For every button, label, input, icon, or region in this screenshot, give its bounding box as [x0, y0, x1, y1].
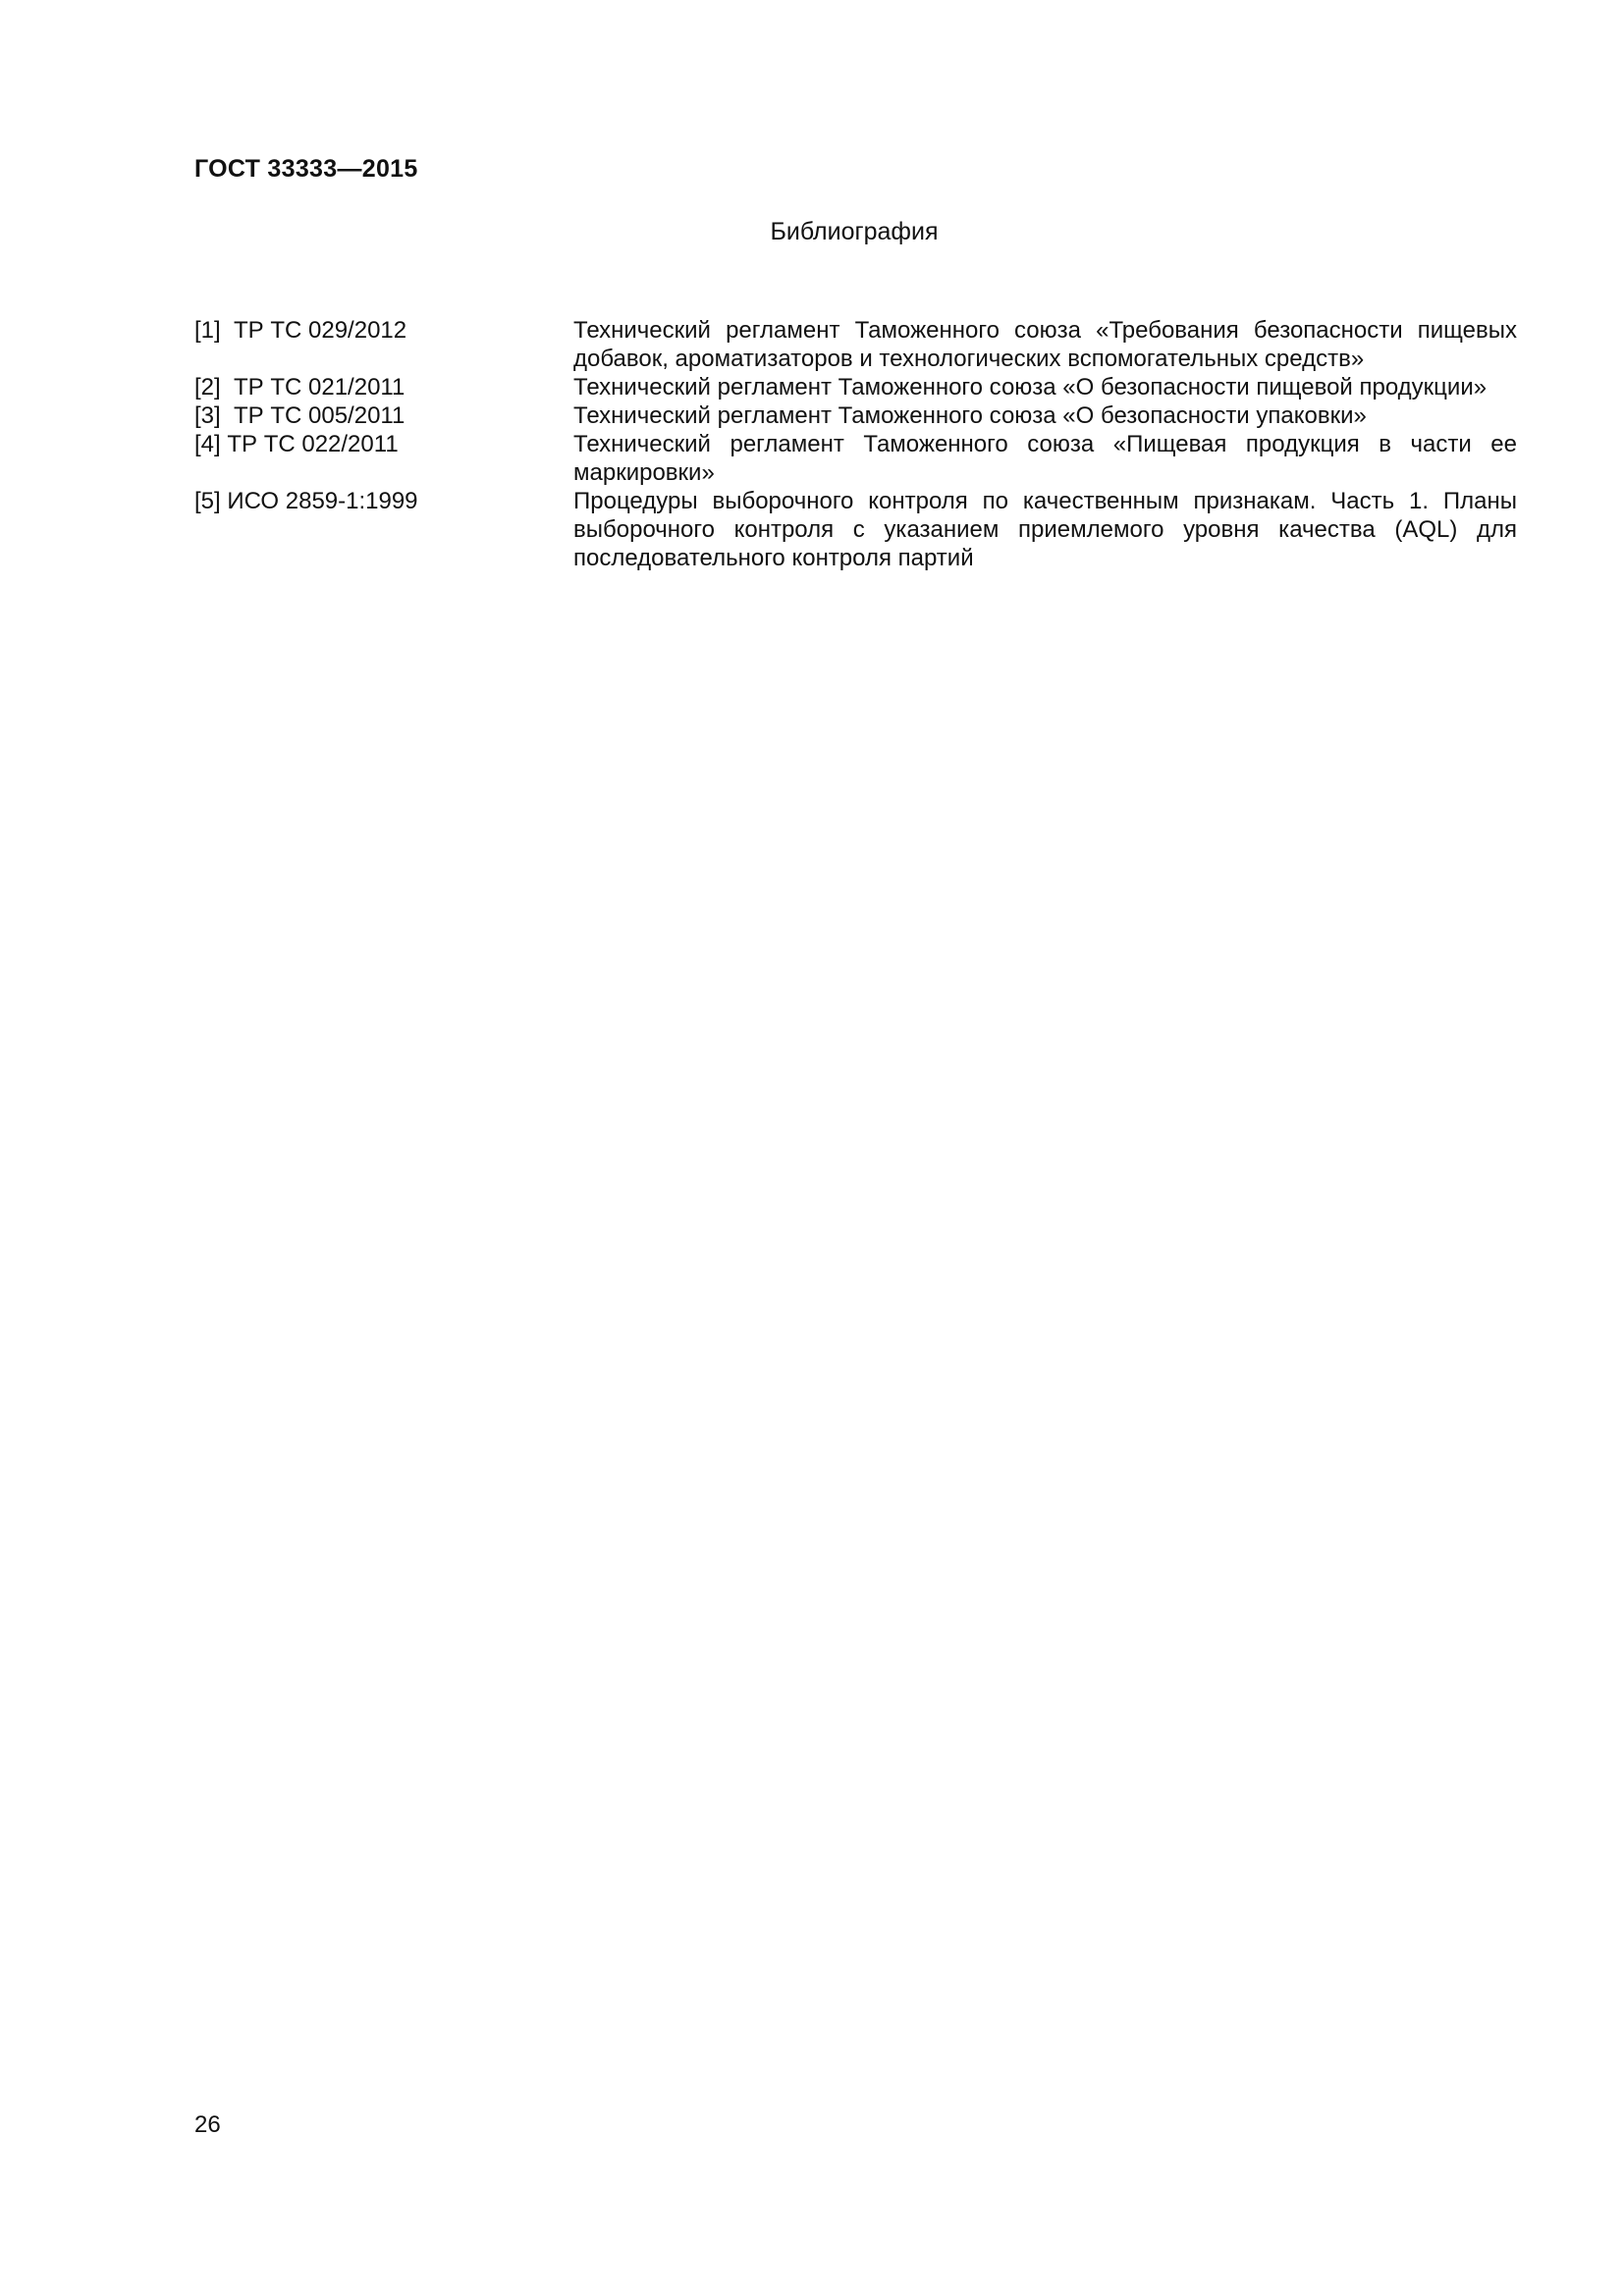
- bibliography-reference: [1] ТР ТС 029/2012: [194, 317, 407, 344]
- bibliography-reference: [5] ИСО 2859-1:1999: [194, 488, 418, 514]
- bibliography-entry: [194, 373, 1517, 401]
- bibliography-description: Технический регламент Таможенного союза «Требования безопасности пищевых добавок, ароматизаторов и технологических вспомогательных средств»: [573, 317, 1517, 372]
- bibliography-list: [194, 316, 1517, 572]
- section-title: Библиография: [770, 218, 939, 245]
- bibliography-entry: [194, 430, 1517, 487]
- bibliography-entry: [194, 316, 1517, 373]
- bibliography-reference: [3] ТР ТС 005/2011: [194, 402, 406, 429]
- bibliography-reference: [2] ТР ТС 021/2011: [194, 374, 406, 400]
- bibliography-entry: [194, 487, 1517, 572]
- bibliography-description: Процедуры выборочного контроля по качественным признакам. Часть 1. Планы выборочного контроля с указанием приемлемого уровня качества (AQL) для последовательного контроля партий: [573, 488, 1517, 571]
- bibliography-entry: [194, 401, 1517, 430]
- bibliography-description: Технический регламент Таможенного союза «Пищевая продукция в части ее маркировки»: [573, 431, 1517, 486]
- page-number: 26: [194, 2111, 221, 2138]
- bibliography-description: Технический регламент Таможенного союза «О безопасности пищевой продукции»: [573, 374, 1488, 400]
- document-code: ГОСТ 33333—2015: [194, 155, 418, 183]
- bibliography-reference: [4] ТР ТС 022/2011: [194, 431, 399, 457]
- bibliography-description: Технический регламент Таможенного союза «О безопасности упаковки»: [573, 402, 1367, 429]
